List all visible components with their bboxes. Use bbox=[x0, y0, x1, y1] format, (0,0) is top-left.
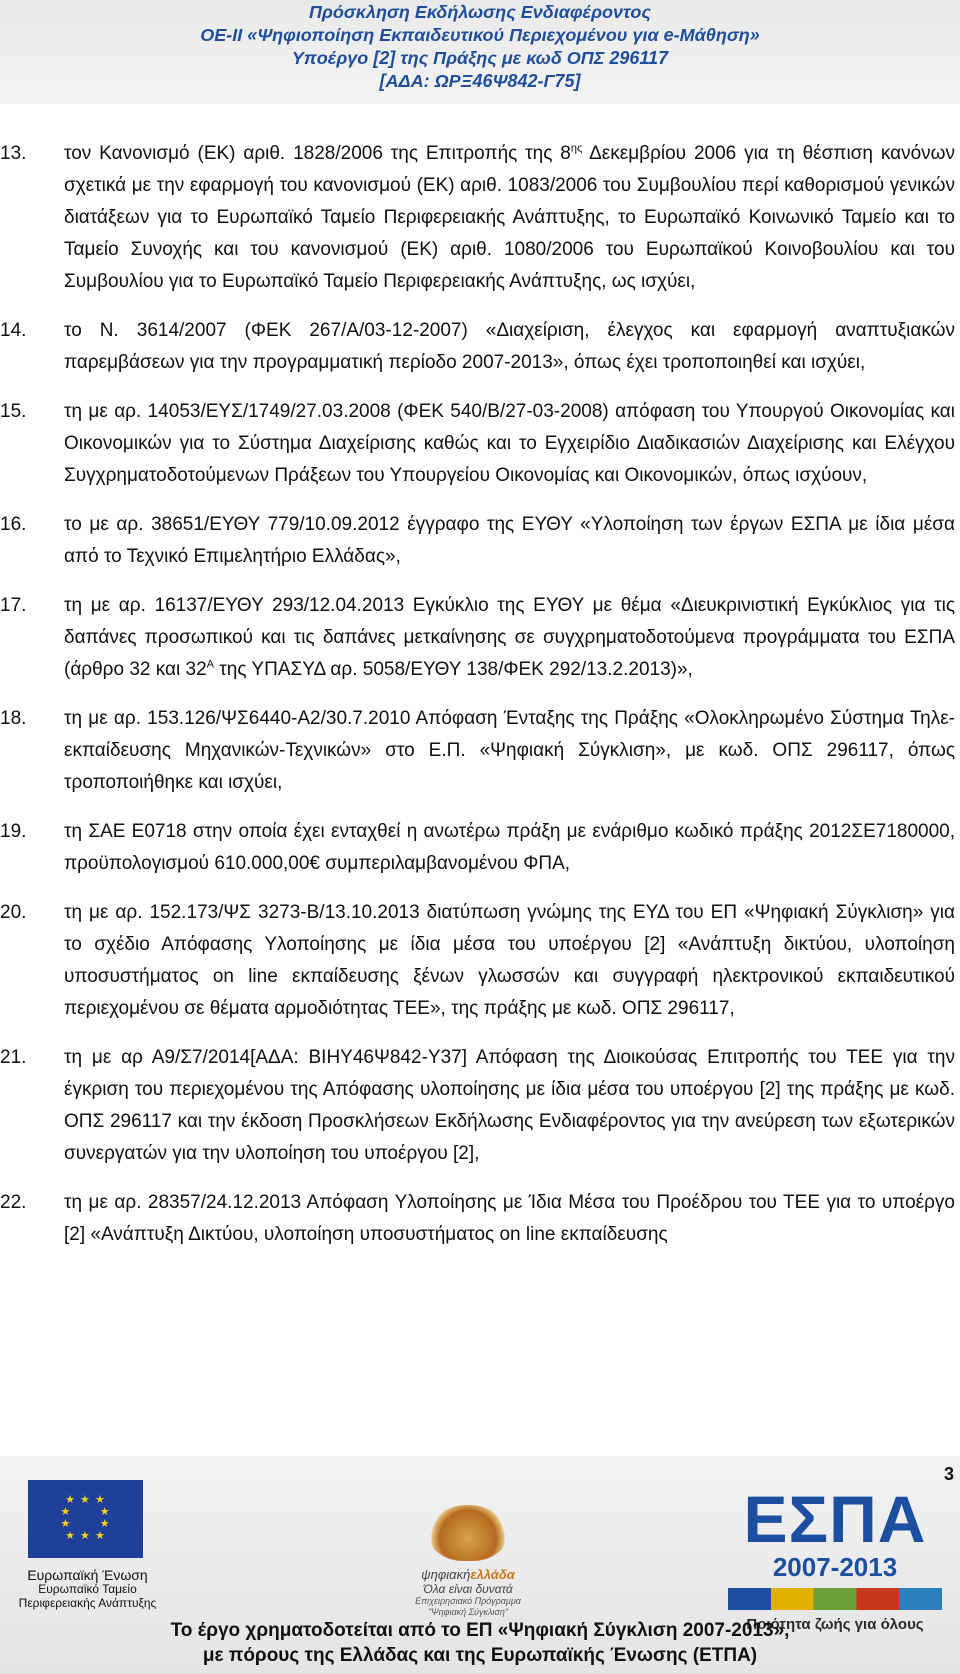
espa-flags-icon bbox=[728, 1588, 942, 1610]
list-item bbox=[0, 396, 960, 492]
item-number: 13. bbox=[0, 143, 27, 164]
footer-line-2: με πόρους της Ελλάδας και της Ευρωπαϊκής Ένωσης (ΕΤΠΑ) bbox=[202, 1645, 758, 1666]
item-number: 21. bbox=[0, 1047, 27, 1068]
header-ada: [ΑΔΑ: ΩΡΞ46Ψ842-Γ75] bbox=[379, 71, 581, 91]
digital-greece-prefix: ψηφιακή bbox=[421, 1567, 471, 1582]
header-title: Πρόσκληση Εκδήλωσης Ενδιαφέροντος bbox=[309, 2, 651, 22]
document-body bbox=[0, 138, 960, 1268]
item-text bbox=[64, 1187, 955, 1251]
item-text-part: τον Κανονισμό (ΕΚ) αριθ. 1828/2006 της Επιτροπής της 8 bbox=[64, 143, 571, 164]
digital-greece-logo bbox=[398, 1505, 538, 1618]
item-number: 19. bbox=[0, 821, 27, 842]
item-text bbox=[64, 1042, 955, 1170]
list-item bbox=[0, 138, 960, 298]
item-text-part: της ΥΠΑΣΥΔ αρ. 5058/ΕΥΘΥ 138/ΦΕΚ 292/13.2.2013)», bbox=[213, 659, 693, 680]
item-text bbox=[64, 315, 955, 379]
header-subproject: Υποέργο [2] της Πράξης με κωδ ΟΠΣ 296117 bbox=[291, 48, 669, 68]
item-text bbox=[64, 509, 955, 573]
item-text-part: τη ΣΑΕ Ε0718 στην οποία έχει ενταχθεί η ανωτέρω πράξη με ενάριθμο κωδικό πράξης 2012ΣΕ7180000, προϋπολογισμού 610.000,00€ συμπεριλαμβανομένου ΦΠΑ, bbox=[64, 821, 955, 874]
digital-greece-sub-1: Επιχειρησιακό Πρόγραμμα bbox=[415, 1596, 521, 1606]
footer-line-1: Το έργο χρηματοδοτείται από το ΕΠ «Ψηφιακή Σύγκλιση 2007-2013», bbox=[170, 1620, 790, 1641]
list-item bbox=[0, 590, 960, 686]
item-text-part: τη με αρ. 28357/24.12.2013 Απόφαση Υλοποίησης με Ίδια Μέσα του Προέδρου του ΤΕΕ για το υποέργο [2] «Ανάπτυξη Δικτύου, υλοποίηση υποσυστήματος on line εκπαίδευσης bbox=[64, 1192, 955, 1245]
list-item bbox=[0, 897, 960, 1025]
eu-line-1: Ευρωπαϊκή Ένωση bbox=[27, 1567, 148, 1583]
item-number: 20. bbox=[0, 902, 27, 923]
item-number: 14. bbox=[0, 320, 27, 341]
footer-funding-text bbox=[0, 1618, 960, 1668]
item-text-part: τη με αρ Α9/Σ7/2014[ΑΔΑ: ΒΙΗΥ46Ψ842-Υ37] Απόφαση της Διοικούσας Επιτροπής του ΤΕΕ για την έγκριση του περιεχομένου της Απόφασης υλοποίησης με ίδια μέσα του υποέργου [2] της πράξης με κωδ. ΟΠΣ 296117 και την έκδοση Προσκλήσεων Εκδήλωσης Ενδιαφέροντος για την ανεύρεση των εξωτερικών συνεργατών για την υλοποίηση του υποέργου [2], bbox=[64, 1047, 955, 1164]
eu-logo-text bbox=[10, 1568, 165, 1610]
page-header bbox=[0, 0, 960, 104]
item-text bbox=[64, 703, 955, 799]
eu-flag-icon bbox=[28, 1480, 143, 1558]
eu-logo bbox=[10, 1480, 165, 1610]
espa-name: ΕΣΠΑ bbox=[743, 1482, 927, 1556]
item-text-part: τη με αρ. 16137/ΕΥΘΥ 293/12.04.2013 Εγκύκλιο της ΕΥΘΥ με θέμα «Διευκρινιστική Εγκύκλιος για τις δαπάνες προσωπικού και τις δαπάνες μετκαίνησης σε συγχρηματοδοτούμενα προγράμματα του ΕΣΠΑ (άρθρο 32 και 32 bbox=[64, 595, 955, 680]
item-superscript: Α bbox=[206, 658, 214, 671]
page-number: 3 bbox=[943, 1464, 954, 1484]
item-text-part: το Ν. 3614/2007 (ΦΕΚ 267/Α/03-12-2007) «Διαχείριση, έλεγχος και εφαρμογή αναπτυξιακών παρεμβάσεων για την προγραμματική περίοδο 2007-2013», όπως έχει τροποποιηθεί και ισχύει, bbox=[64, 320, 955, 373]
item-text-part: τη με αρ. 152.173/ΨΣ 3273-Β/13.10.2013 διατύπωση γνώμης της ΕΥΔ του ΕΠ «Ψηφιακή Σύγκλιση» για το σχέδιο Απόφασης Υλοποίησης με ίδια μέσα του υποέργου [2] «Ανάπτυξη δικτύου, υλοποίηση υποσυστήματος on line εκπαίδευσης ξένων γλωσσών και συγγραφή ηλεκτρονικού εκπαιδευτικού περιεχομένου σε θέματα αρμοδιότητας ΤΕΕ», της πράξης με κωδ. ΟΠΣ 296117, bbox=[64, 902, 955, 1019]
espa-tagline: Ποιότητα ζωής για όλους bbox=[746, 1616, 924, 1633]
espa-logo bbox=[720, 1482, 950, 1633]
item-text-part: Δεκεμβρίου 2006 για τη θέσπιση κανόνων σχετικά με την εφαρμογή του κανονισμού (ΕΚ) αριθ. 1083/2006 του Συμβουλίου περί καθορισμού γενικών διατάξεων για το Ευρωπαϊκό Ταμείο Περιφερειακής Ανάπτυξης, το Ευρωπαϊκό Κοινωνικό Ταμείο και το Ταμείο Συνοχής και του κανονισμού (ΕΚ) αριθ. 1080/2006 του Ευρωπαϊκού Κοινοβουλίου και του Συμβουλίου για το Ευρωπαϊκό Ταμείο Περιφερειακής Ανάπτυξης, ως ισχύει, bbox=[64, 143, 955, 292]
item-text-part: το με αρ. 38651/ΕΥΘΥ 779/10.09.2012 έγγραφο της ΕΥΘΥ «Υλοποίηση των έργων ΕΣΠΑ με ίδια μέσα από το Τεχνικό Επιμελητήριο Ελλάδας», bbox=[64, 514, 955, 567]
item-text bbox=[64, 590, 955, 686]
digital-greece-name bbox=[398, 1567, 538, 1582]
digital-greece-emblem-icon bbox=[429, 1505, 507, 1561]
item-text-part: τη με αρ. 153.126/ΨΣ6440-Α2/30.7.2010 Απόφαση Ένταξης της Πράξης «Ολοκληρωμένο Σύστημα Τηλε-εκπαίδευσης Μηχανικών-Τεχνικών» στο Ε.Π. «Ψηφιακή Σύγκλιση», με κωδ. ΟΠΣ 296117, όπως τροποποιήθηκε και ισχύει, bbox=[64, 708, 955, 793]
item-number: 17. bbox=[0, 595, 27, 616]
list-item bbox=[0, 703, 960, 799]
item-text bbox=[64, 396, 955, 492]
eu-line-2: Ευρωπαϊκό Ταμείο bbox=[38, 1582, 137, 1596]
item-text bbox=[64, 816, 955, 880]
item-number: 15. bbox=[0, 401, 27, 422]
header-project: ΟΕ-ΙΙ «Ψηφιοποίηση Εκπαιδευτικού Περιεχομένου για e-Μάθηση» bbox=[200, 25, 760, 45]
list-item bbox=[0, 509, 960, 573]
eu-stars-icon: ★ ★ ★ ★ ★ ★ ★ ★ ★ ★ bbox=[60, 1494, 111, 1542]
item-text bbox=[64, 897, 955, 1025]
digital-greece-brand: ελλάδα bbox=[470, 1567, 515, 1582]
item-text bbox=[64, 138, 955, 298]
espa-years: 2007-2013 bbox=[772, 1552, 898, 1582]
digital-greece-sub-2: "Ψηφιακή Σύγκλιση" bbox=[427, 1607, 509, 1617]
eu-line-3: Περιφερειακής Ανάπτυξης bbox=[18, 1596, 157, 1610]
digital-greece-slogan: Όλα είναι δυνατά bbox=[423, 1582, 513, 1596]
item-number: 16. bbox=[0, 514, 27, 535]
list-item bbox=[0, 1042, 960, 1170]
list-item bbox=[0, 315, 960, 379]
item-number: 22. bbox=[0, 1192, 27, 1213]
list-item bbox=[0, 1187, 960, 1251]
item-number: 18. bbox=[0, 708, 27, 729]
list-item bbox=[0, 816, 960, 880]
item-text-part: τη με αρ. 14053/ΕΥΣ/1749/27.03.2008 (ΦΕΚ 540/Β/27-03-2008) απόφαση του Υπουργού Οικονομίας και Οικονομικών για το Σύστημα Διαχείρισης καθώς και το Εγχειρίδιο Διαδικασιών Διαχείρισης και Ελέγχου Συγχρηματοδοτούμενων Πράξεων του Υπουργείου Οικονομίας και Οικονομικών, όπως ισχύουν, bbox=[64, 401, 955, 486]
item-superscript: ης bbox=[570, 142, 583, 155]
